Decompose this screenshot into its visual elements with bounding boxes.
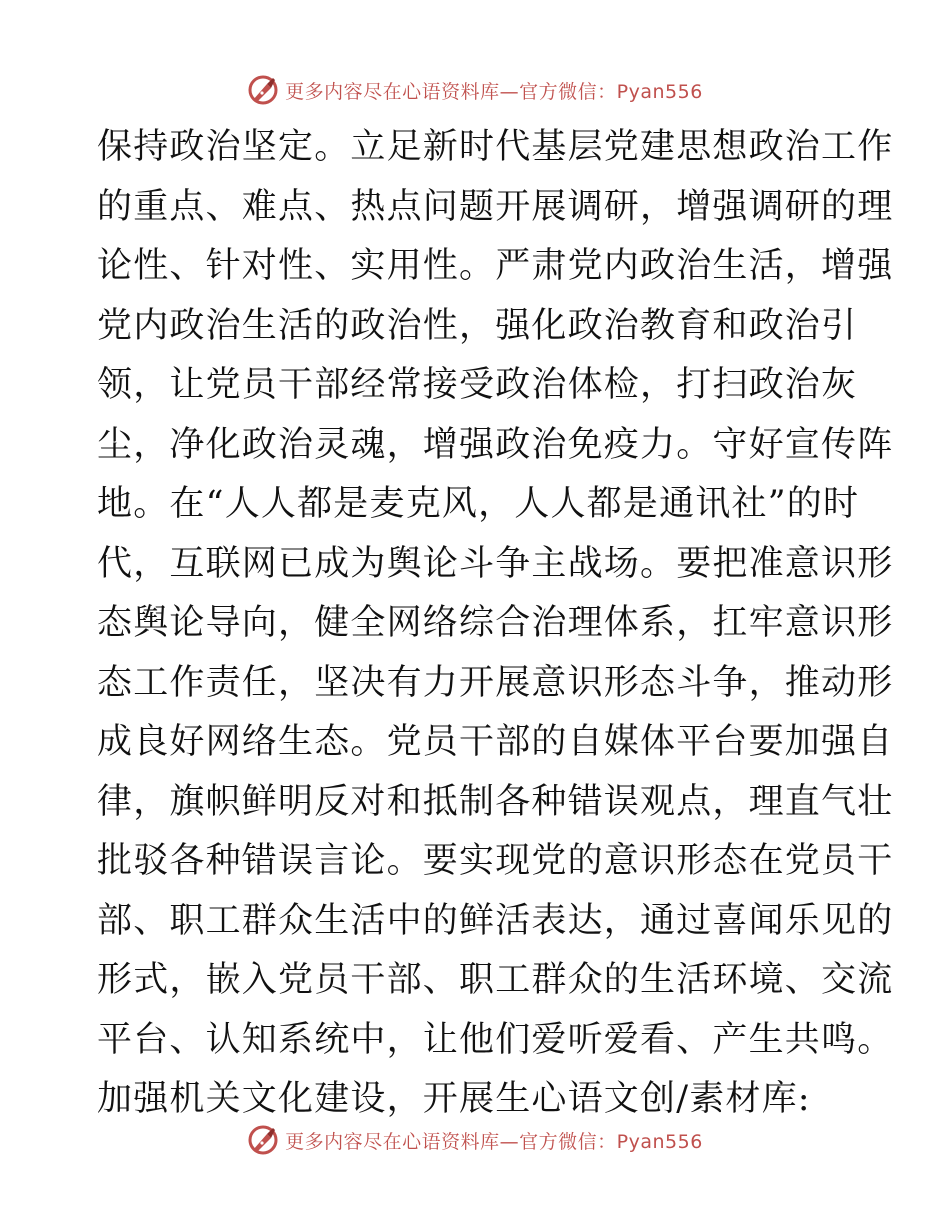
pen-nib-logo-icon <box>247 74 279 106</box>
banner-text <box>285 77 703 104</box>
banner-handle: Pyan556 <box>616 80 703 103</box>
body-line: 的重点、难点、热点问题开展调研，增强调研的理 <box>97 186 894 227</box>
body-line: 论性、针对性、实用性。严肃党内政治生活，增强 <box>97 246 894 286</box>
body-line: 形式，嵌入党员干部、职工群众的生活环境、交流 <box>97 960 894 1000</box>
banner-title: 更多内容尽在心语资料库—官方微信： <box>285 80 617 103</box>
banner-handle: Pyan556 <box>616 1130 703 1153</box>
body-line: 加强机关文化建设，开展生心语文创/素材库: <box>97 1079 811 1119</box>
footer-banner <box>0 1120 950 1160</box>
body-line: 批驳各种错误言论。要实现党的意识形态在党员干 <box>97 841 894 881</box>
header-banner <box>0 70 950 110</box>
body-line: 平台、认知系统中，让他们爱听爱看、产生共鸣。 <box>97 1019 894 1060</box>
body-line: 尘，净化政治灵魂，增强政治免疫力。守好宣传阵 <box>97 424 894 465</box>
body-line: 保持政治坚定。立足新时代基层党建思想政治工作 <box>97 127 894 167</box>
body-line: 领，让党员干部经常接受政治体检，打扫政治灰 <box>97 365 858 405</box>
body-line: 部、职工群众生活中的鲜活表达，通过喜闻乐见的 <box>97 900 894 941</box>
body-line: 地。在“人人都是麦克风，人人都是通讯社”的时 <box>97 484 860 524</box>
document-body <box>97 118 894 1130</box>
body-line: 律，旗帜鲜明反对和抵制各种错误观点，理直气壮 <box>97 781 894 822</box>
body-line: 代，互联网已成为舆论斗争主战场。要把准意识形 <box>97 543 894 584</box>
body-line: 态舆论导向，健全网络综合治理体系，扛牢意识形 <box>97 603 894 643</box>
body-line: 态工作责任，坚决有力开展意识形态斗争，推动形 <box>97 662 894 703</box>
banner-title: 更多内容尽在心语资料库—官方微信： <box>285 1130 617 1153</box>
pen-nib-logo-icon <box>247 1124 279 1156</box>
banner-text <box>285 1127 703 1154</box>
body-line: 党内政治生活的政治性，强化政治教育和政治引 <box>97 305 858 346</box>
body-line: 成良好网络生态。党员干部的自媒体平台要加强自 <box>97 722 894 762</box>
